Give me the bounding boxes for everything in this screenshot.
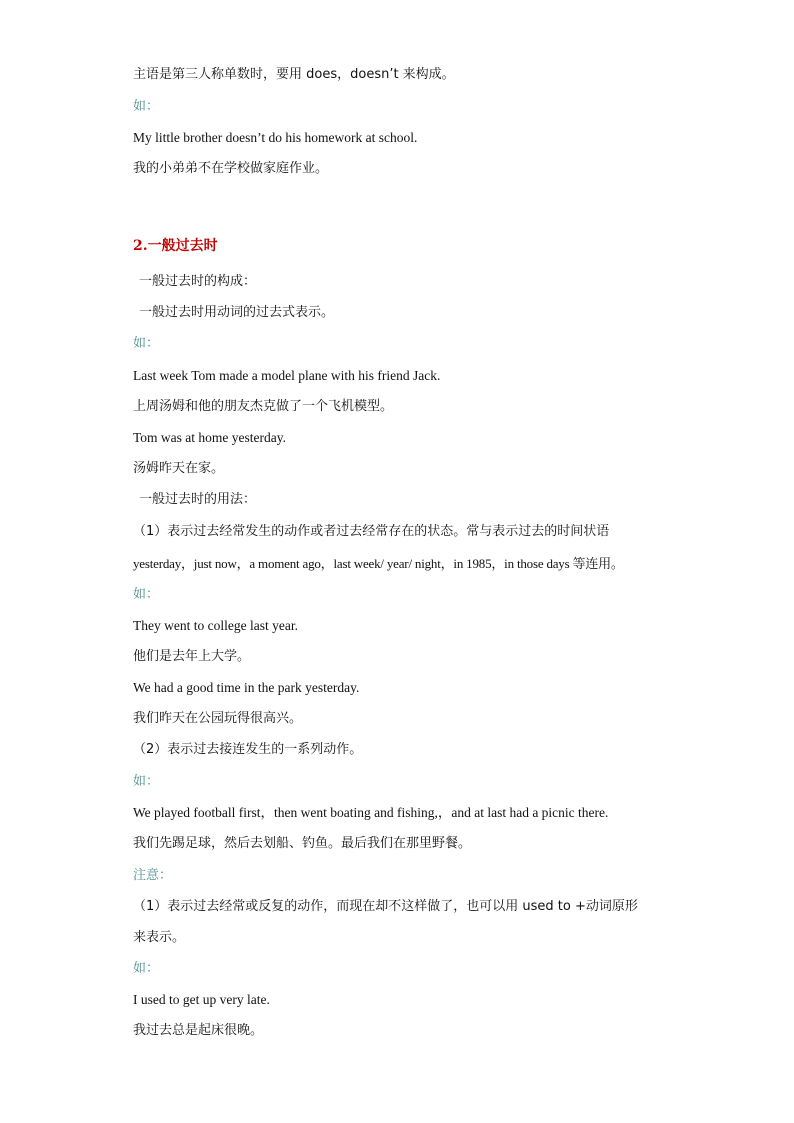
example-label: 如： <box>133 336 160 351</box>
example-label: 如： <box>133 961 160 976</box>
example-sentence-en: My little brother doesn’t do his homework at school. <box>133 130 418 145</box>
example-sentence-cn: 汤姆昨天在家。 <box>133 461 225 476</box>
note-rule-1-continued: 来表示。 <box>133 930 186 945</box>
example-sentence-en: They went to college last year. <box>133 618 298 633</box>
subheading-structure: 一般过去时的构成： <box>139 274 257 289</box>
example-sentence-cn: 我们先踢足球，然后去划船、钓鱼。最后我们在那里野餐。 <box>133 836 472 851</box>
example-label: 如： <box>133 99 160 114</box>
example-sentence-en: Tom was at home yesterday. <box>133 430 287 445</box>
rule-text: 一般过去时用动词的过去式表示。 <box>139 305 335 320</box>
example-sentence-en: I used to get up very late. <box>133 992 270 1007</box>
example-sentence-en: Last week Tom made a model plane with his friend Jack. <box>133 368 441 383</box>
example-sentence-cn: 我过去总是起床很晚。 <box>133 1023 264 1038</box>
note-label: 注意： <box>133 868 173 883</box>
section-heading: 2.一般过去时 <box>133 238 218 254</box>
note-rule-1: （1）表示过去经常或反复的动作，而现在却不这样做了，也可以用 used to +动词原形 <box>133 899 638 914</box>
subheading-usage: 一般过去时的用法： <box>139 492 257 507</box>
usage-rule-1-continued: yesterday，just now，a moment ago，last week/ year/ night，in 1985，in those days 等连用。 <box>133 556 624 571</box>
example-label: 如： <box>133 774 160 789</box>
usage-rule-1: （1）表示过去经常发生的动作或者过去经常存在的状态。常与表示过去的时间状语 <box>133 524 610 539</box>
example-sentence-cn: 我们昨天在公园玩得很高兴。 <box>133 711 303 726</box>
example-sentence-cn: 他们是去年上大学。 <box>133 649 251 664</box>
example-sentence-cn: 我的小弟弟不在学校做家庭作业。 <box>133 161 329 176</box>
example-sentence-en: We had a good time in the park yesterday. <box>133 680 360 695</box>
rule-text: 主语是第三人称单数时，要用 does，doesn’t 来构成。 <box>133 67 455 82</box>
usage-rule-2: （2）表示过去接连发生的一系列动作。 <box>133 742 363 757</box>
example-sentence-en: We played football first，then went boating and fishing,，and at last had a picnic there. <box>133 805 609 820</box>
example-label: 如： <box>133 587 160 602</box>
example-sentence-cn: 上周汤姆和他的朋友杰克做了一个飞机模型。 <box>133 399 394 414</box>
